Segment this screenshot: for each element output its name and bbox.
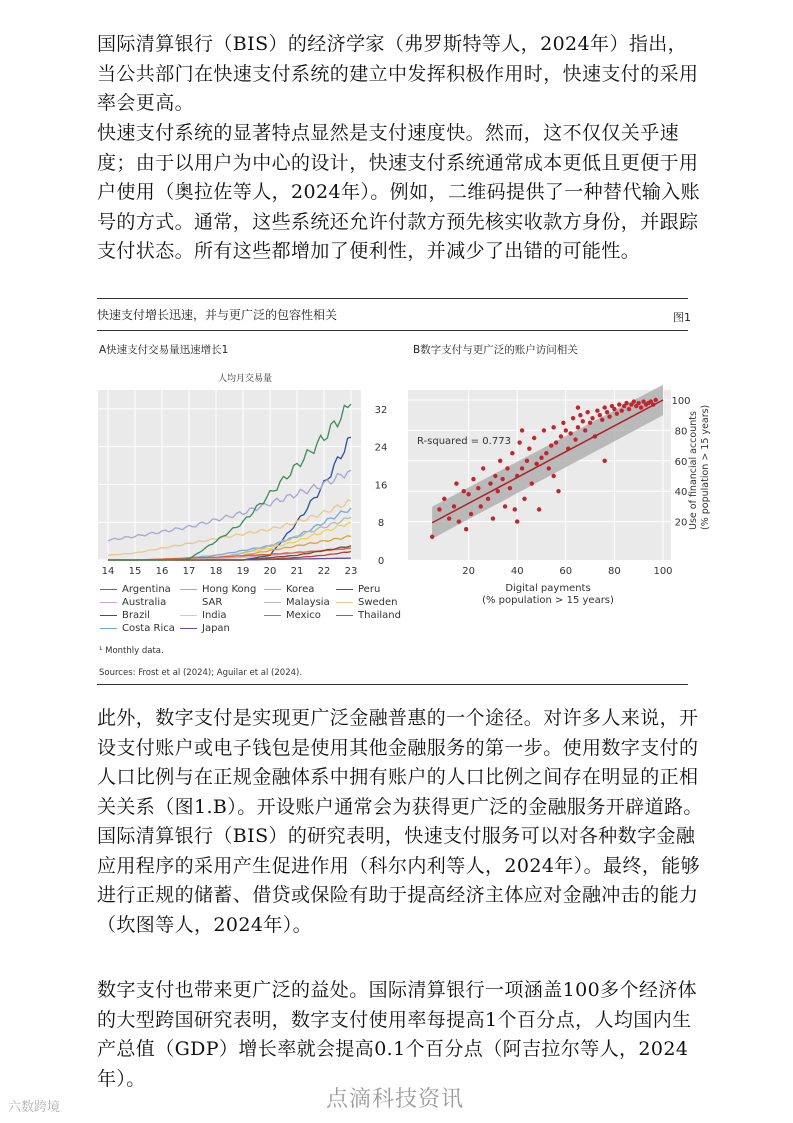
legend-swatch <box>336 615 353 616</box>
legend-item: Japan <box>180 622 256 635</box>
x-tick-label: 18 <box>209 566 223 577</box>
scatter-point <box>556 489 560 493</box>
scatter-point <box>544 451 548 455</box>
scatter-point <box>500 477 504 481</box>
scatter-point <box>537 507 541 511</box>
scatter-point <box>486 497 490 501</box>
chart-a-x-ticks <box>102 566 358 577</box>
scatter-point <box>590 416 594 420</box>
legend-item: Brazil <box>100 609 175 622</box>
scatter-point <box>619 408 623 412</box>
legend-swatch <box>336 589 353 590</box>
legend-swatch <box>100 615 117 616</box>
scatter-point <box>600 418 604 422</box>
scatter-point <box>442 497 446 501</box>
scatter-point <box>479 504 483 508</box>
scatter-point <box>542 428 546 432</box>
y-tick-label: 60 <box>674 456 688 468</box>
legend-item: Australia <box>100 596 175 609</box>
scatter-point <box>547 466 551 470</box>
legend-item: Peru <box>336 583 401 596</box>
figure-footnote: ¹ Monthly data. <box>99 646 164 656</box>
scatter-point <box>605 410 609 414</box>
y-tick-label: 0 <box>377 556 385 567</box>
chart-b-ylabel-2: (% population > 15 years) <box>700 404 711 530</box>
scatter-point <box>491 516 495 520</box>
scatter-point <box>615 411 619 415</box>
legend-column-3 <box>264 583 330 622</box>
scatter-point <box>525 459 529 463</box>
scatter-point <box>564 428 568 432</box>
legend-swatch <box>180 615 197 616</box>
scatter-point <box>654 398 658 402</box>
chart-b-xlabel-1: Digital payments <box>505 583 591 594</box>
scatter-point <box>573 437 577 441</box>
scatter-point <box>637 401 641 405</box>
legend-column-1 <box>100 583 175 635</box>
scatter-point <box>539 456 543 460</box>
scatter-point <box>508 486 512 490</box>
legend-item: Mexico <box>264 609 330 622</box>
scatter-point <box>457 519 461 523</box>
scatter-point <box>559 434 563 438</box>
scatter-point <box>488 481 492 485</box>
chart-a-subtitle: 人均月交易量 <box>217 374 273 384</box>
x-tick-label: 20 <box>263 566 277 577</box>
scatter-point <box>612 407 616 411</box>
scatter-point <box>520 466 524 470</box>
legend-column-2 <box>180 583 256 635</box>
y-tick-label: 8 <box>377 518 385 530</box>
scatter-point <box>602 405 606 409</box>
paragraph-intro: 国际清算银行（BIS）的经济学家（弗罗斯特等人，2024年）指出，当公共部门在快速支付系统的建立中发挥积极作用时，快速支付的采用率会更高。 <box>97 33 699 114</box>
line-chart-panel-a <box>95 362 395 580</box>
x-tick-label: 21 <box>290 566 304 577</box>
scatter-point <box>464 527 468 531</box>
scatter-point <box>588 421 592 425</box>
scatter-point <box>452 504 456 508</box>
scatter-point <box>503 504 507 508</box>
legend-swatch <box>336 602 353 603</box>
scatter-point <box>549 443 553 447</box>
scatter-point <box>454 481 458 485</box>
x-tick-label: 22 <box>317 566 331 577</box>
chart-b-ylabel-1: Use of financial accounts <box>688 411 699 530</box>
legend-swatch <box>100 628 117 629</box>
scatter-point <box>527 446 531 450</box>
scatter-point <box>568 431 572 435</box>
y-tick-label: 40 <box>674 487 688 499</box>
y-tick-label: 16 <box>374 480 388 492</box>
scatter-point <box>598 413 602 417</box>
x-tick-label: 19 <box>236 566 250 577</box>
scatter-point <box>505 466 509 470</box>
scatter-point <box>520 428 524 432</box>
legend-item: India <box>180 609 256 622</box>
legend-swatch <box>100 602 117 603</box>
scatter-point <box>430 535 434 539</box>
figure-bottom-rule <box>97 684 688 685</box>
x-tick-label: 14 <box>101 566 115 577</box>
legend-item: Korea <box>264 583 330 596</box>
y-tick-label: 80 <box>674 426 688 438</box>
scatter-point <box>607 415 611 419</box>
y-tick-label: 32 <box>374 404 388 416</box>
scatter-point <box>437 507 441 511</box>
legend-swatch <box>264 602 281 603</box>
paragraph-inclusion: 此外，数字支付是实现更广泛金融普惠的一个途径。对许多人来说，开设支付账户或电子钱包是使用其他金融服务的第一步。使用数字支付的人口比例与在正规金融体系中拥有账户的人口比例之间存在明显的正相关关系（图1.B）。开设账户通常会为获得更广泛的金融服务开辟道路。国际清算银行（BIS）的研究表明，快速支付服务可以对各种数字金融应用程序的采用产生促进作用（科尔内利等人，2024年）。最终，能够进行正规的储蓄、借贷或保险有助于提高经济主体应对金融冲击的能力（坎图等人，2024年）。 <box>97 707 703 936</box>
legend-swatch <box>264 615 281 616</box>
legend-item: Sweden <box>336 596 401 609</box>
scatter-point <box>602 459 606 463</box>
scatter-point <box>554 440 558 444</box>
watermark-right: 点滴科技资讯 <box>326 1087 465 1112</box>
figure-title: 快速支付增长迅速，并与更广泛的包容性相关 <box>97 308 338 322</box>
y-tick-label: 24 <box>374 442 388 454</box>
figure-title-rule <box>97 330 688 331</box>
scatter-point <box>515 519 519 523</box>
scatter-point <box>532 436 536 440</box>
y-tick-label: 20 <box>674 517 688 529</box>
legend-swatch <box>264 589 281 590</box>
x-tick-label: 15 <box>128 566 142 577</box>
scatter-point <box>561 421 565 425</box>
scatter-point <box>493 474 497 478</box>
scatter-point <box>617 402 621 406</box>
scatter-point <box>469 512 473 516</box>
x-tick-label: 16 <box>155 566 169 577</box>
legend-swatch <box>180 589 197 590</box>
scatter-point <box>585 410 589 414</box>
legend-item-continued: SAR <box>202 597 223 608</box>
scatter-point <box>583 428 587 432</box>
scatter-point <box>627 407 631 411</box>
scatter-point <box>496 489 500 493</box>
x-tick-label: 23 <box>344 566 358 577</box>
scatter-point <box>476 486 480 490</box>
scatter-point <box>481 466 485 470</box>
legend-swatch <box>180 628 197 629</box>
chart-a-y-ticks <box>375 405 388 567</box>
scatter-point <box>522 497 526 501</box>
scatter-point <box>581 419 585 423</box>
x-tick-label: 60 <box>559 566 573 577</box>
paragraph-speed: 快速支付系统的显著特点显然是支付速度快。然而，这不仅仅关乎速度；由于以用户为中心的设计，快速支付系统通常成本更低且更便于用户使用（奥拉佐等人，2024年）。例如，二维码提供了一种替代输入账号的方式。通常，这些系统还允许付款方预先核实收款方身份，并跟踪支付状态。所有这些都增加了便利性，并减少了出错的可能性。 <box>97 122 701 262</box>
legend-item: Argentina <box>100 583 175 596</box>
chart-b-xlabel-2: (% population > 15 years) <box>482 595 614 606</box>
scatter-point <box>510 451 514 455</box>
scatter-point <box>595 408 599 412</box>
x-tick-label: 17 <box>182 566 196 577</box>
scatter-point <box>571 416 575 420</box>
paragraph-benefits: 数字支付也带来更广泛的益处。国际清算银行一项涵盖100多个经济体的大型跨国研究表明，数字支付使用率每提高1个百分点，人均国内生产总值（GDP）增长率就会提高0.1个百分点（阿吉拉尔等人，2024年）。 <box>97 979 698 1090</box>
figure-sources: Sources: Frost et al (2024); Aguilar et al (2024). <box>99 668 303 678</box>
scatter-point <box>551 425 555 429</box>
legend-item: Malaysia <box>264 596 330 609</box>
y-tick-label: 100 <box>671 396 691 407</box>
legend-item: Thailand <box>336 609 401 622</box>
scatter-point <box>530 481 534 485</box>
scatter-point <box>551 474 555 478</box>
legend-swatch <box>100 589 117 590</box>
scatter-chart-panel-b <box>405 362 711 607</box>
scatter-point <box>513 507 517 511</box>
scatter-point <box>639 405 643 409</box>
chart-b-x-ticks <box>462 566 672 577</box>
scatter-point <box>447 516 451 520</box>
scatter-point <box>471 477 475 481</box>
scatter-point <box>462 489 466 493</box>
x-tick-label: 80 <box>608 566 621 577</box>
scatter-point <box>498 459 502 463</box>
figure-top-rule <box>97 298 688 299</box>
x-tick-label: 20 <box>462 566 475 577</box>
watermark-left: 六数跨境 <box>8 1100 61 1115</box>
scatter-point <box>632 399 636 403</box>
legend-item: Costa Rica <box>100 622 175 635</box>
scatter-point <box>624 401 628 405</box>
legend-column-4 <box>336 583 401 622</box>
x-tick-label: 100 <box>653 566 673 577</box>
scatter-point <box>466 492 470 496</box>
legend-item: Hong Kong <box>180 583 256 596</box>
scatter-point <box>517 440 521 444</box>
scatter-point <box>578 413 582 417</box>
figure-number: 图1 <box>673 311 691 324</box>
scatter-point <box>534 462 538 466</box>
panel-b-title: B数字支付与更广泛的账户访问相关 <box>413 344 578 356</box>
panel-a-title: A快速支付交易量迅速增长1 <box>99 344 229 356</box>
x-tick-label: 40 <box>510 566 524 577</box>
scatter-point <box>576 425 580 429</box>
r-squared-annotation: R-squared = 0.773 <box>417 436 511 447</box>
scatter-point <box>576 405 580 409</box>
